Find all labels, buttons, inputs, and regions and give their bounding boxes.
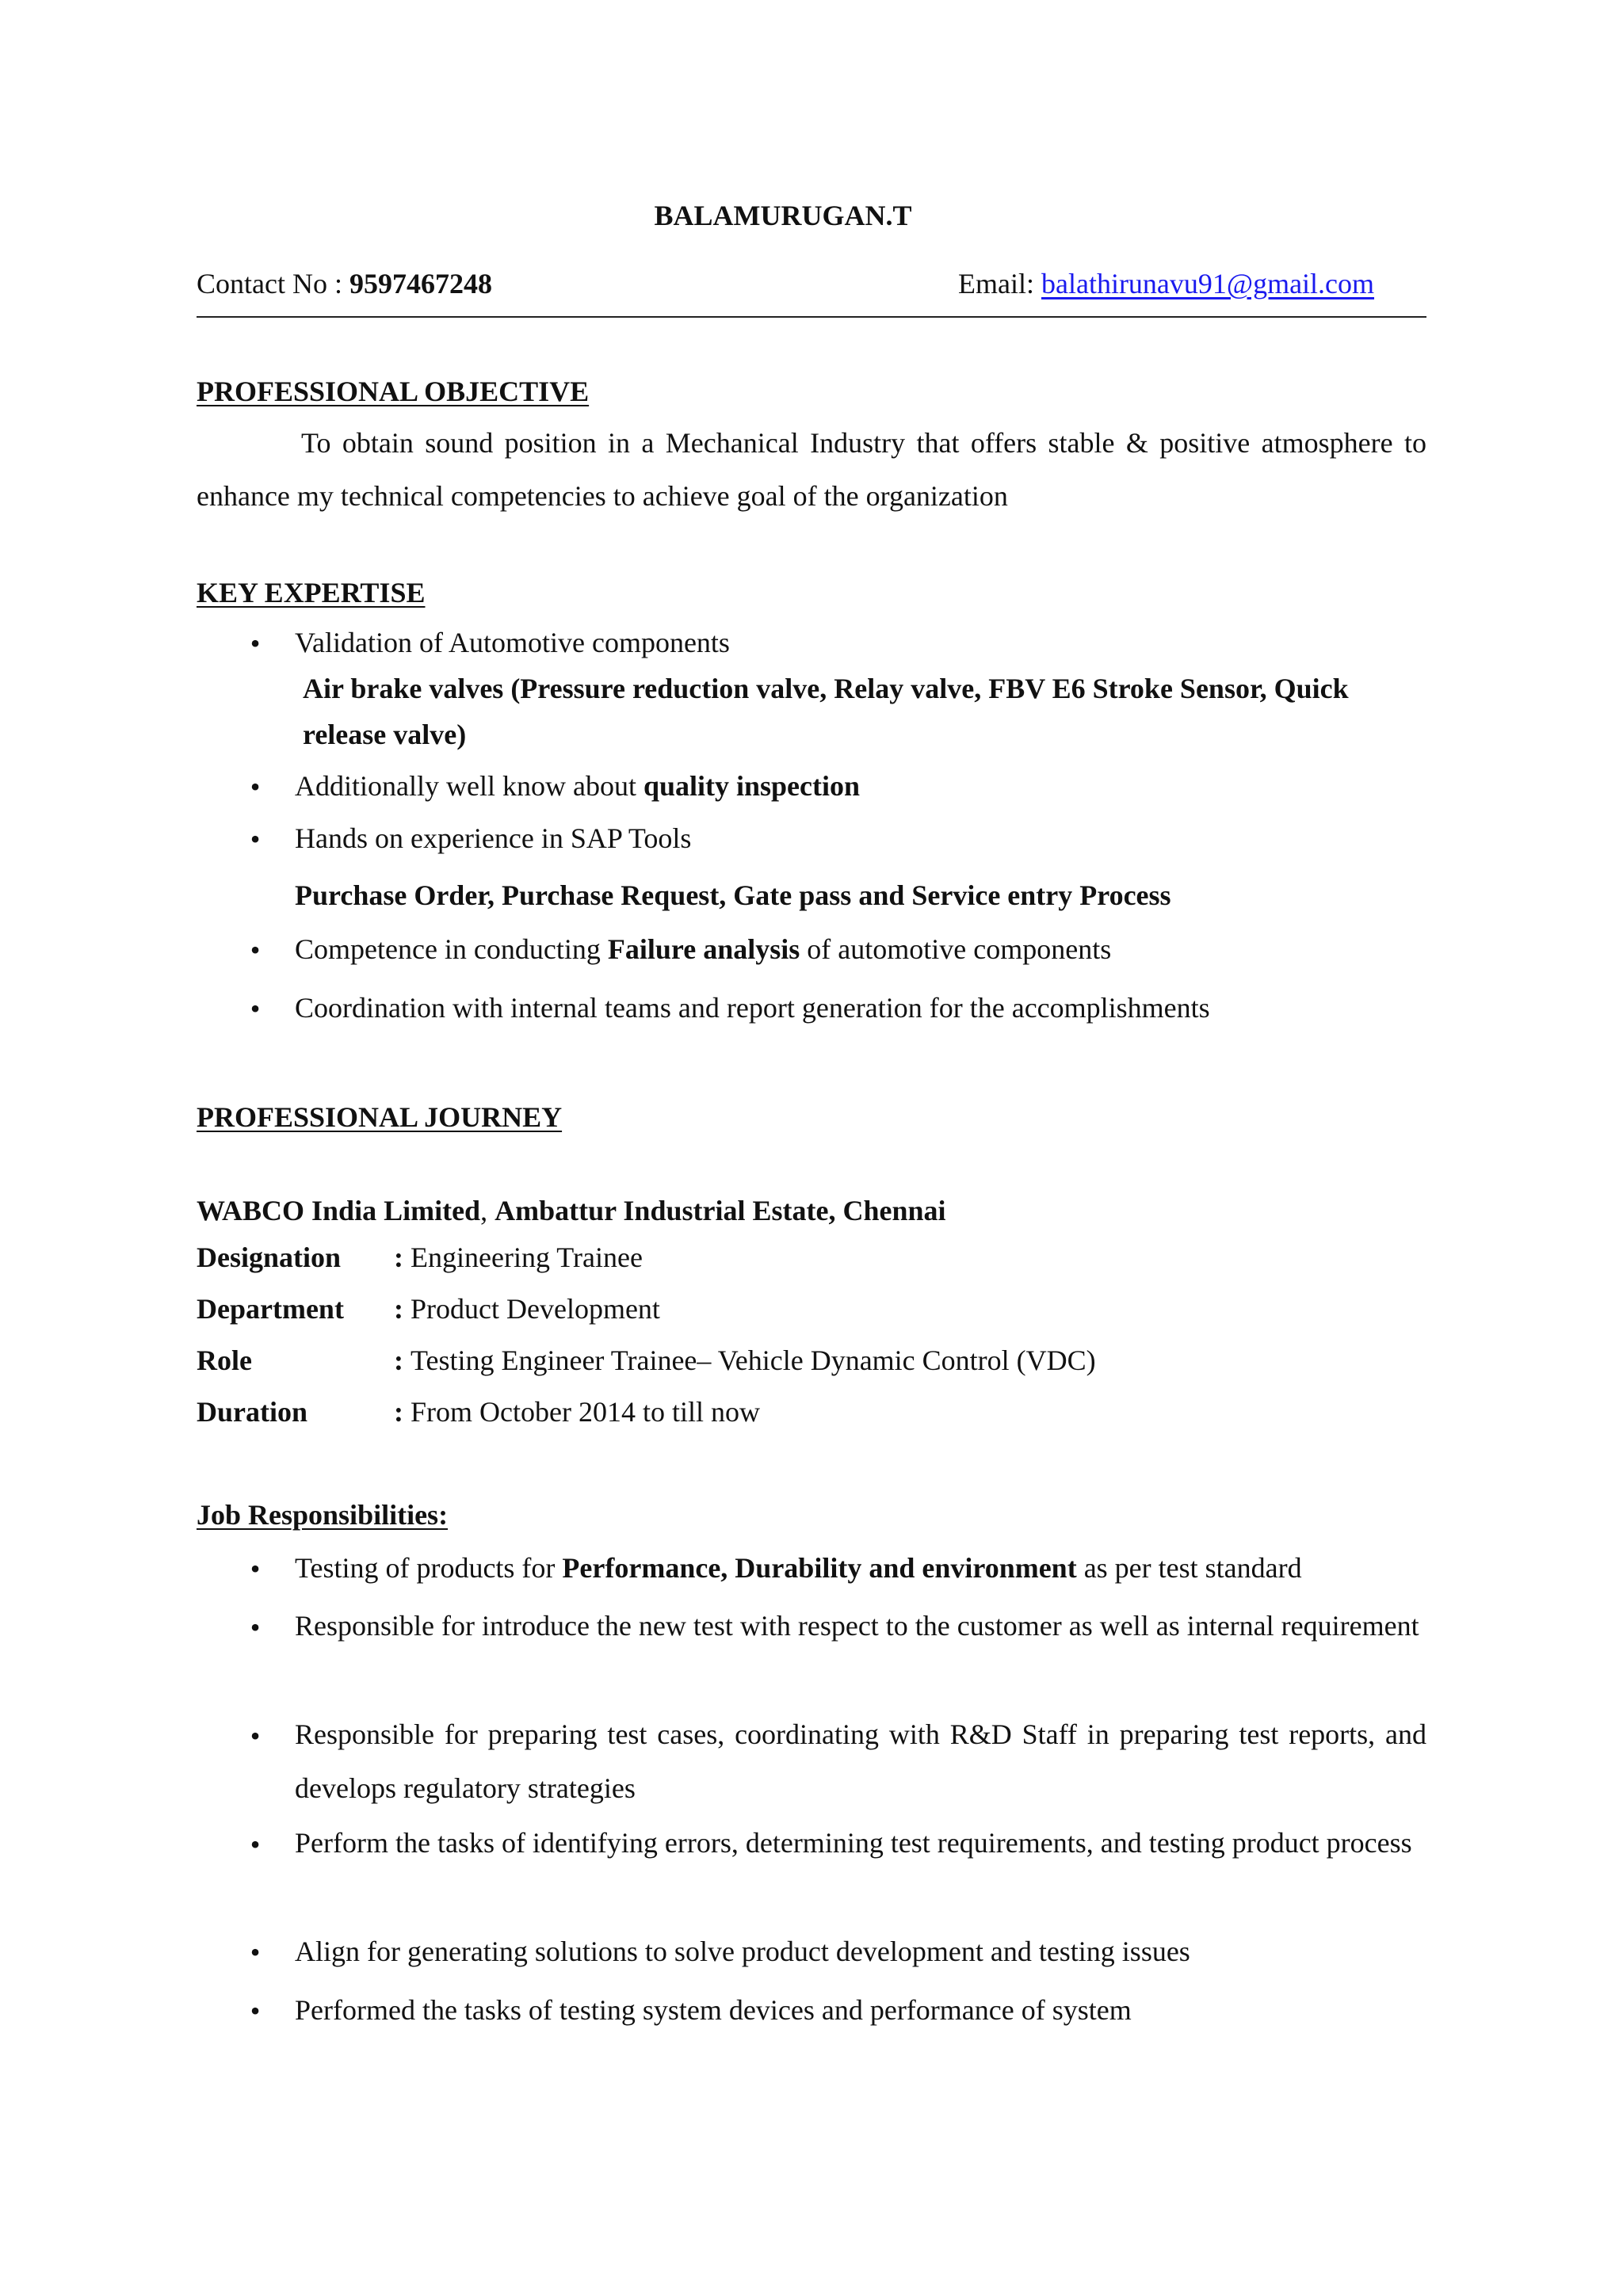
role-text: Testing Engineer Trainee– Vehicle Dynamic Control (VDC) — [411, 1344, 1096, 1376]
company-name: WABCO India Limited — [197, 1195, 481, 1226]
email-link[interactable]: balathirunavu91@gmail.com — [1041, 268, 1375, 299]
responsibility-item-1-bold: Performance, Durability and environment — [562, 1552, 1077, 1584]
responsibility-item-1-text: Testing of products for — [295, 1552, 563, 1584]
section-heading-journey: PROFESSIONAL JOURNEY — [197, 1101, 563, 1133]
responsibility-item-1 — [295, 1554, 1302, 1582]
duration-text: From October 2014 to till now — [411, 1396, 760, 1428]
bullet-icon: • — [250, 1553, 261, 1585]
employer-line — [197, 1196, 946, 1225]
colon: : — [394, 1396, 411, 1428]
expertise-item-3: Hands on experience in SAP Tools — [295, 822, 692, 854]
colon: : — [394, 1344, 411, 1376]
contact-label: Contact No : — [197, 268, 342, 299]
colon: : — [394, 1293, 411, 1325]
expertise-item-2-text: Additionally well know about — [295, 770, 643, 802]
expertise-item-2 — [295, 772, 860, 800]
department-text: Product Development — [411, 1293, 660, 1325]
department-label: Department — [197, 1293, 344, 1325]
designation-text: Engineering Trainee — [411, 1241, 643, 1273]
expertise-item-4-text-end: of automotive components — [800, 933, 1112, 965]
bullet-icon: • — [250, 993, 261, 1024]
section-heading-objective: PROFESSIONAL OBJECTIVE — [197, 376, 590, 407]
section-heading-expertise: KEY EXPERTISE — [197, 577, 426, 608]
section-heading-responsibilities: Job Responsibilities: — [197, 1499, 449, 1531]
company-location: Ambattur Industrial Estate, Chennai — [495, 1195, 946, 1226]
responsibility-item-1-text-end: as per test standard — [1076, 1552, 1302, 1584]
colon: : — [394, 1241, 411, 1273]
expertise-item-4-text: Competence in conducting — [295, 933, 608, 965]
responsibility-item-6: Performed the tasks of testing system devices and performance of system — [295, 1994, 1132, 2026]
bullet-icon: • — [250, 627, 261, 659]
candidate-name: BALAMURUGAN.T — [654, 200, 912, 231]
objective-body: To obtain sound position in a Mechanical Industry that offers stable & positive atmosphere to enhance my technical competencies to achieve goal of the organization — [197, 427, 1426, 512]
expertise-item-4-bold: Failure analysis — [607, 933, 800, 965]
role-value — [394, 1346, 1096, 1375]
company-separator: , — [480, 1195, 495, 1226]
email-label: Email: — [958, 268, 1034, 299]
bullet-icon: • — [250, 1611, 261, 1643]
contact-number: 9597467248 — [349, 268, 492, 299]
bullet-icon: • — [250, 823, 261, 855]
bullet-icon: • — [250, 1936, 261, 1968]
designation-label: Designation — [197, 1241, 342, 1273]
designation-value — [394, 1243, 643, 1272]
bullet-icon: • — [250, 1995, 261, 2027]
responsibility-item-4: Perform the tasks of identifying errors, determining test requirements, and testing product process — [295, 1827, 1412, 1859]
bullet-icon: • — [250, 771, 261, 803]
department-value — [394, 1295, 660, 1323]
bullet-icon: • — [250, 1829, 261, 1860]
duration-value — [394, 1398, 760, 1426]
responsibility-item-2: Responsible for introduce the new test with respect to the customer as well as internal requirement — [295, 1610, 1419, 1642]
responsibility-item-3: Responsible for preparing test cases, coordinating with R&D Staff in preparing test reports, and develops regulatory strategies — [295, 1718, 1426, 1804]
expertise-item-4 — [295, 935, 1111, 963]
objective-text — [197, 417, 1426, 523]
duration-label: Duration — [197, 1396, 308, 1428]
contact-line — [197, 269, 492, 298]
expertise-subitem-air-brake: Air brake valves (Pressure reduction valve, Relay valve, FBV E6 Stroke Sensor, Quick release valve) — [303, 673, 1349, 750]
header-divider — [197, 316, 1426, 318]
email-line — [958, 269, 1374, 298]
expertise-subitem-sap: Purchase Order, Purchase Request, Gate pass and Service entry Process — [295, 879, 1171, 911]
role-label: Role — [197, 1344, 252, 1376]
expertise-item-2-bold: quality inspection — [643, 770, 861, 802]
bullet-icon: • — [250, 1720, 261, 1752]
bullet-icon: • — [250, 934, 261, 966]
expertise-item-1: Validation of Automotive components — [295, 627, 730, 658]
expertise-item-5: Coordination with internal teams and report generation for the accomplishments — [295, 992, 1210, 1024]
responsibility-item-5: Align for generating solutions to solve product development and testing issues — [295, 1936, 1190, 1967]
